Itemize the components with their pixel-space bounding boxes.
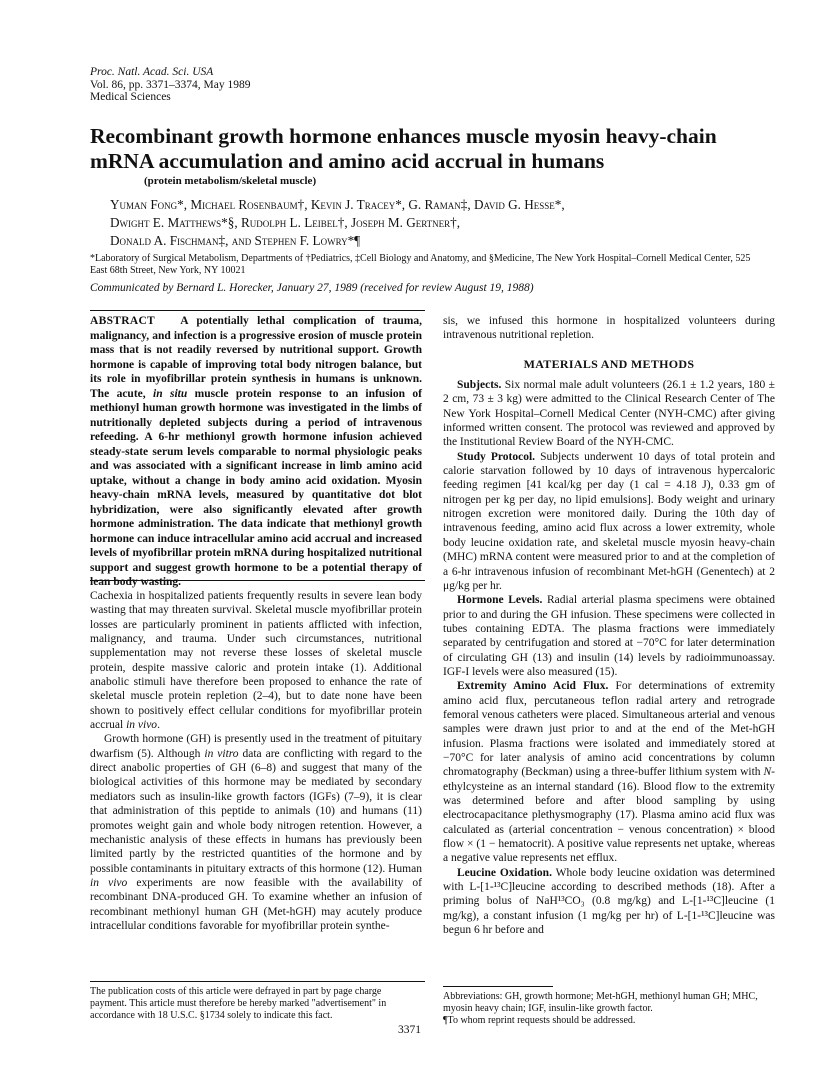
intro-column — [90, 589, 422, 933]
hormone-levels-heading: Hormone Levels. — [457, 594, 543, 607]
reprint-note: ¶To whom reprint requests should be addressed. — [443, 1015, 636, 1026]
abbreviations-note: Abbreviations: GH, growth hormone; Met-hGH, methionyl human GH; MHC, myosin heavy chain; IGF, insulin-like growth factor. — [443, 991, 758, 1014]
subjects-paragraph — [443, 378, 775, 450]
abstract — [90, 314, 422, 590]
study-protocol-text: Subjects underwent 10 days of total protein and calorie starvation followed by 10 days of intravenous hypercaloric feeding regimen [41 kcal/kg per day (1 cal = 4.18 J), 0.33 gm of nitrogen per kg per day, no lipid emulsions]. Body weight and urinary nitrogen excretion were monitored daily. During the 10th day of intravenous feeding, amino acid flux across a lower extremity, whole body leucine oxidation rate, and skeletal muscle myosin heavy-chain (MHC) mRNA content were measured prior to and at the completion of a 6-hr intravenous infusion of recombinant Met-hGH (Genentech) at 2 μg/kg per hr. — [443, 450, 775, 592]
page-number: 3371 — [398, 1024, 421, 1036]
intro-p2-italic2: in vivo — [90, 876, 128, 889]
intro-p2-italic1: in vitro — [204, 747, 239, 760]
communicated-line: Communicated by Bernard L. Horecker, January 27, 1989 (received for review August 19, 1988) — [90, 282, 534, 294]
paper-title: Recombinant growth hormone enhances muscle myosin heavy-chain mRNA accumulation and amino acid accrual in humans — [90, 124, 717, 173]
hormone-levels-paragraph — [443, 593, 775, 679]
intro-paragraph-2 — [90, 732, 422, 933]
abstract-top-rule — [90, 310, 425, 311]
intro-p2-c: experiments are now feasible with the availability of recombinant DNA-produced GH. To examine whether an infusion of recombinant methionyl human GH (Met-hGH) may acutely produce intracellular conditions favorable for myofibrillar protein synthe- — [90, 876, 422, 932]
affiliation: *Laboratory of Surgical Metabolism, Departments of †Pediatrics, ‡Cell Biology and Anatomy, and §Medicine, The New York Hospital–Cornell Medical Center, 525 East 68th Street, New York, NY 10021 — [90, 253, 751, 276]
intro-paragraph-1 — [90, 589, 422, 732]
intro-continuation: sis, we infused this hormone in hospitalized volunteers during intravenous nutritional repletion. — [443, 315, 775, 342]
abstract-text-b: muscle protein response to an infusion of methionyl human growth hormone was investigated in the limbs of nutritionally depleted subjects during a period of intravenous refeeding. A 6-hr methionyl growth hormone infusion achieved steady-state serum levels comparable to normal physiologic peaks and was associated with a significant increase in limb amino acid uptake, without a change in body amino acid oxidation. Myosin heavy-chain mRNA levels, measured by quantitative dot blot hybridization, were also significantly elevated after growth hormone administration. The data indicate that methionyl growth hormone can induce intracellular amino acid accrual and increased levels of myofibrillar protein mRNA during hospitalized nutritional support and suggest growth hormone to be a potential therapy of lean body wasting. — [90, 387, 422, 588]
author-list — [110, 196, 760, 250]
keywords: (protein metabolism/skeletal muscle) — [144, 175, 317, 187]
leucine-oxidation-text: Whole body leucine oxidation was determined with L-[1-¹³C]leucine according to described methods (18). After a priming bolus of NaH¹³CO₃ (0.8 mg/kg) and L-[1-¹³C]leucine (1 mg/kg), a constant infusion (1 mg/kg per hr) of L-[1-¹³C]leucine was begun 6 hr before and — [443, 866, 775, 937]
footnote-rule-left — [90, 981, 425, 982]
intro-p1-end: . — [157, 719, 160, 732]
leucine-oxidation-paragraph — [443, 866, 775, 938]
amino-acid-flux-paragraph — [443, 679, 775, 865]
amino-acid-flux-heading: Extremity Amino Acid Flux. — [457, 680, 609, 693]
section-heading-methods: MATERIALS AND METHODS — [523, 356, 695, 371]
amino-acid-flux-italic: N — [763, 766, 772, 779]
abstract-italic: in situ — [153, 387, 188, 400]
intro-p2-b: data are conflicting with regard to the direct anabolic properties of GH (6–8) and suggest that many of the biological activities of this hormone may be mediated by secondary mediators such as insulin-like growth factors (IGFs) (7–9), it is clear that administration of this peptide to animals (10) and humans (11) promotes weight gain and whole body nitrogen retention. However, a mechanistic analysis of these effects in humans has previously been limited partly by the restricted quantities of the hormone and by possible contaminants in pituitary extracts of this hormone (12). Human — [90, 747, 422, 875]
author-line-2: Dwight E. Matthews*§, Rudolph L. Leibel†, Joseph M. Gertner†, — [110, 215, 461, 230]
journal-name: Proc. Natl. Acad. Sci. USA — [90, 66, 214, 78]
abstract-text-a: A potentially lethal complication of trauma, malignancy, and infection is a progressive erosion of muscle protein mass that is not readily reversed by nutritional support. Growth hormone is capable of improving total body nitrogen balance, but its role in myofibrillar protein synthesis in humans is unknown. The acute, — [90, 315, 422, 400]
intro-p2-a: Growth hormone (GH) is presently used in the treatment of pituitary dwarfism (5). Although — [90, 733, 422, 760]
leucine-oxidation-heading: Leucine Oxidation. — [457, 866, 552, 879]
footnote-abbreviations — [443, 991, 775, 1027]
amino-acid-flux-text-a: For determinations of extremity amino acid flux, percutaneous teflon radial artery and retrograde femoral venous catheters were placed. Simultaneous arterial and venous samples were drawn just prior to and at the end of the Met-hGH infusion. Plasma fractions were isolated and immediately stored at −70°C for later analysis of amino acid concentrations by column chromatography (Beckman) using a three-buffer lithium system with — [443, 680, 775, 779]
subjects-text: Six normal male adult volunteers (26.1 ± 1.2 years, 180 ± 2 cm, 73 ± 3 kg) were admitted to the Clinical Research Center of The New York Hospital–Cornell Medical Center (NYH-CMC) after giving informed written consent. The protocol was reviewed and approved by the Institutional Review Board of the NYH-CMC. — [443, 379, 775, 449]
author-line-3: Donald A. Fischman‡, and Stephen F. Lowry*¶ — [110, 233, 361, 248]
amino-acid-flux-text-b: -ethylcysteine as an internal standard (16). Blood flow to the extremity was determined before and after blood sampling by using electrocapacitance plethysmography (17). Plasma amino acid flux was calculated as (arterial concentration − venous concentration) × blood flow × (1 − hematocrit). A positive value represents net uptake, whereas a negative value represents net efflux. — [443, 766, 775, 865]
intro-p1-italic: in vivo — [126, 719, 158, 732]
journal-header — [90, 66, 250, 104]
footnote-rule-right — [443, 986, 553, 987]
footnote-advertisement: The publication costs of this article were defrayed in part by page charge payment. This article must therefore be hereby marked "advertisement" in accordance with 18 U.S.C. §1734 solely to indicate this fact. — [90, 986, 387, 1021]
study-protocol-paragraph — [443, 450, 775, 593]
intro-p1-text: Cachexia in hospitalized patients frequently results in severe lean body wasting that may threaten survival. Skeletal muscle myofibrillar protein losses are particularly prominent in patients afflicted with infection, malignancy, and trauma. Under such circumstances, nutritional supplementation may not reverse these losses of skeletal muscle protein, despite massive caloric and protein intake (1). Additional anabolic stimuli have therefore been proposed to enhance the rate of skeletal muscle protein repletion (2–4), but to date none have been shown to positively effect cellular conditions for myofibrillar protein accrual — [90, 590, 422, 732]
abstract-heading: ABSTRACT — [90, 315, 156, 327]
abstract-bottom-rule — [90, 580, 425, 581]
subjects-heading: Subjects. — [457, 379, 502, 392]
journal-volume: Vol. 86, pp. 3371–3374, May 1989 — [90, 78, 251, 91]
methods-column — [443, 314, 775, 937]
hormone-levels-text: Radial arterial plasma specimens were obtained prior to and during the GH infusion. These specimens were collected in tubes containing EDTA. The plasma fractions were immediately separated by centrifugation and stored at −70°C for later determination of circulating GH (13) and insulin (14) levels by radioimmunoassay. IGF-I levels were also measured (15). — [443, 594, 775, 678]
author-line-1: Yuman Fong*, Michael Rosenbaum†, Kevin J. Tracey*, G. Raman‡, David G. Hesse*, — [110, 197, 565, 212]
journal-section: Medical Sciences — [90, 91, 171, 103]
study-protocol-heading: Study Protocol. — [457, 450, 536, 463]
